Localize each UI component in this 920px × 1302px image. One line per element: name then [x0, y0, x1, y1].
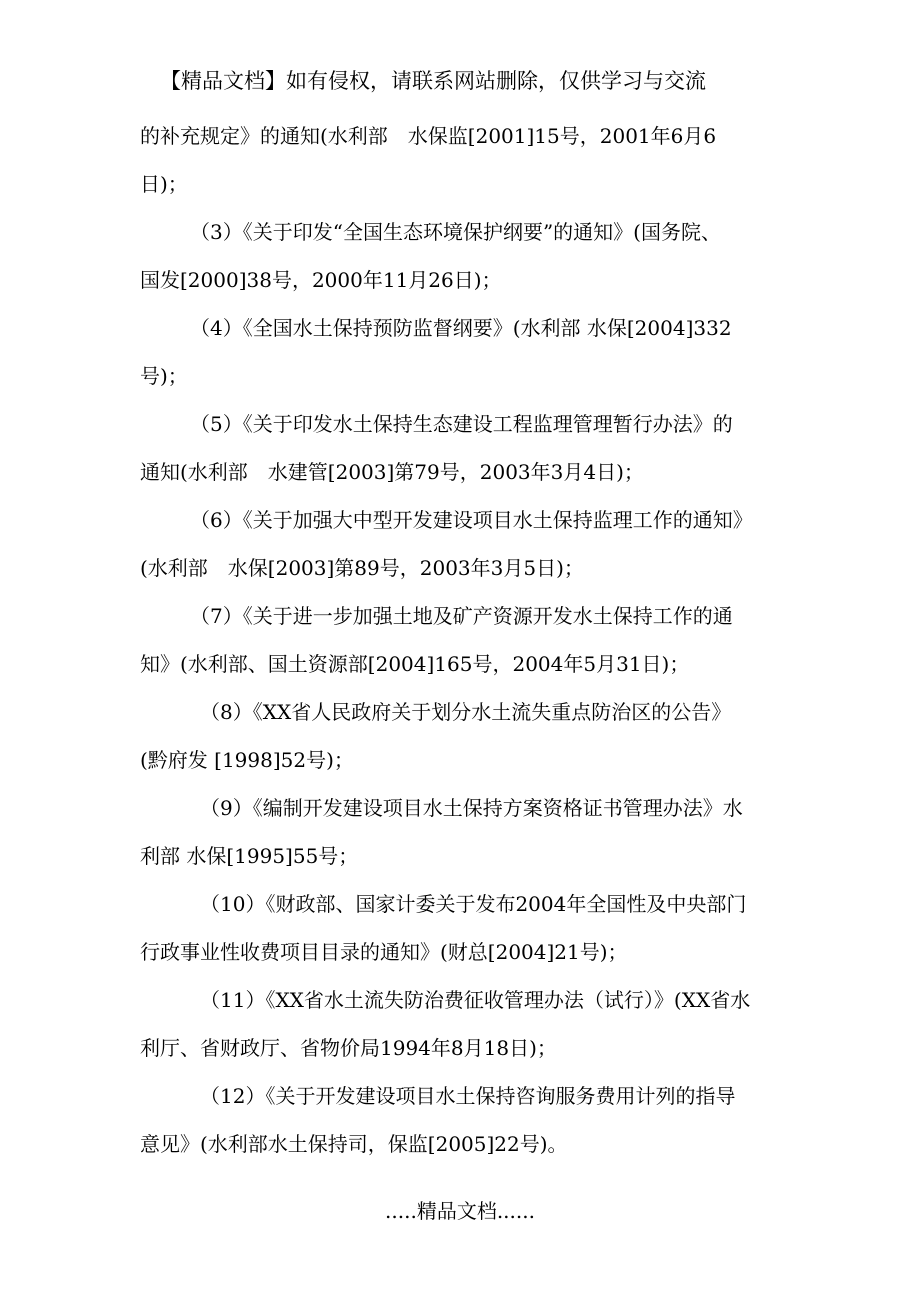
body-line: (水利部 水保[2003]第89号，2003年3月5日)；	[140, 556, 584, 580]
body-line: 通知(水利部 水建管[2003]第79号，2003年3月4日)；	[140, 460, 644, 484]
body-line: 知》(水利部、国土资源部[2004]165号，2004年5月31日)；	[140, 652, 690, 676]
body-line: （12）《关于开发建设项目水土保持咨询服务费用计列的指导	[200, 1084, 736, 1108]
body-line: 行政事业性收费项目目录的通知》(财总[2004]21号)；	[140, 940, 628, 964]
page-header: 【精品文档】如有侵权，请联系网站删除，仅供学习与交流	[160, 69, 706, 93]
body-line: （9）《编制开发建设项目水土保持方案资格证书管理办法》水	[200, 796, 743, 820]
body-line: （8）《XX省人民政府关于划分水土流失重点防治区的公告》	[200, 700, 732, 724]
body-line: 利部 水保[1995]55号；	[140, 844, 359, 868]
body-line: （10）《财政部、国家计委关于发布2004年全国性及中央部门	[200, 892, 747, 916]
body-line: （7）《关于进一步加强土地及矿产资源开发水土保持工作的通	[190, 604, 733, 628]
body-line: （5）《关于印发水土保持生态建设工程监理管理暂行办法》的	[190, 412, 733, 436]
body-line: 意见》(水利部水土保持司，保监[2005]22号)。	[140, 1132, 568, 1156]
body-line: （11）《XX省水土流失防治费征收管理办法（试行）》(XX省水	[200, 988, 751, 1012]
body-line: （6）《关于加强大中型开发建设项目水土保持监理工作的通知》	[190, 508, 753, 532]
page-footer: .....精品文档......	[385, 1199, 535, 1223]
body-line: (黔府发 [1998]52号)；	[140, 748, 354, 772]
body-line: （4）《全国水土保持预防监督纲要》(水利部 水保[2004]332	[190, 316, 732, 340]
body-line: 国发[2000]38号，2000年11月26日)；	[140, 268, 502, 292]
body-line: 的补充规定》的通知(水利部 水保监[2001]15号，2001年6月6	[140, 124, 717, 148]
body-line: （3）《关于印发“全国生态环境保护纲要”的通知》(国务院、	[190, 220, 721, 244]
body-line: 利厅、省财政厅、省物价局1994年8月18日)；	[140, 1036, 557, 1060]
body-line: 号)；	[140, 364, 188, 388]
body-line: 日)；	[140, 172, 188, 196]
